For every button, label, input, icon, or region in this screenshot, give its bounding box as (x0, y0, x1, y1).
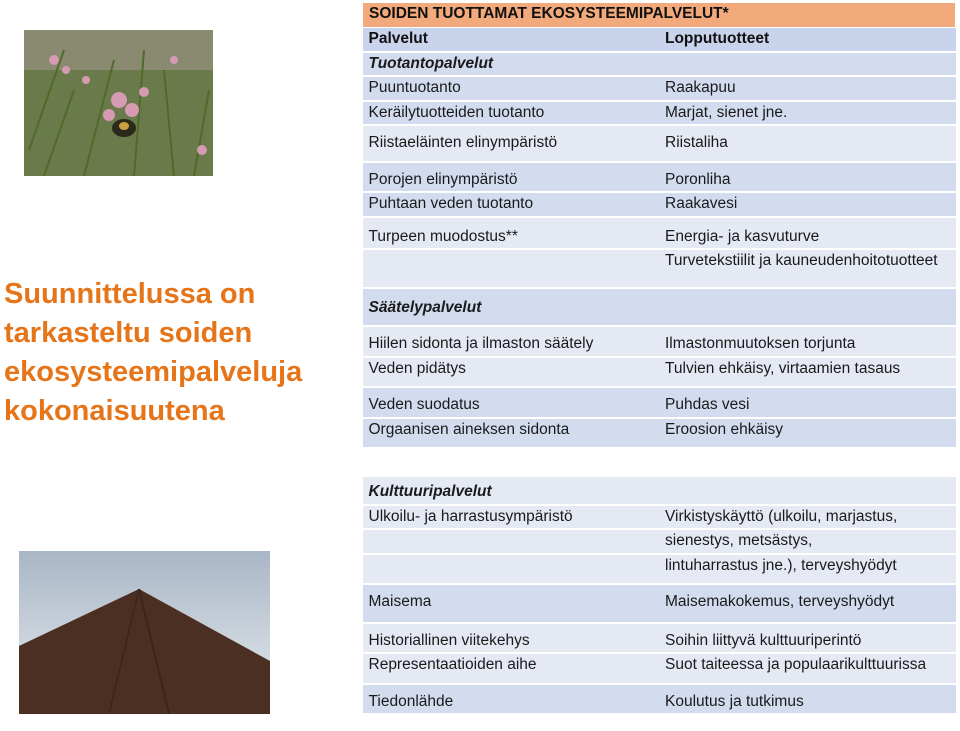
table-cell: lintuharrastus jne.), terveyshyödyt (659, 554, 956, 585)
table-cell: Tulvien ehkäisy, virtaamien tasaus (659, 357, 956, 388)
table-cell: Maisemakokemus, terveyshyödyt (659, 584, 956, 623)
table-cell: Energia- ja kasvuturve (659, 217, 956, 250)
heading-line-4: kokonaisuutena (4, 395, 225, 427)
table-cell: Ilmastonmuutoksen torjunta (659, 326, 956, 357)
table-cell: Virkistyskäyttö (ulkoilu, marjastus, (659, 505, 956, 530)
table-cell (363, 529, 660, 554)
table-cell: Suot taiteessa ja populaarikulttuurissa (659, 653, 956, 684)
planning-heading (4, 275, 354, 431)
table-cell: Tiedonlähde (363, 684, 660, 715)
table-cell (363, 554, 660, 585)
table-cell: Riistaliha (659, 125, 956, 162)
table-cell: Puhdas vesi (659, 387, 956, 418)
peat-pile-photo (19, 551, 270, 714)
heading-line-1: Suunnittelussa on (4, 278, 256, 310)
table-cell: Turpeen muodostus** (363, 217, 660, 250)
table-cell: Keräilytuotteiden tuotanto (363, 101, 660, 126)
column-header-end-products: Lopputuotteet (659, 28, 956, 52)
table-cell: Maisema (363, 584, 660, 623)
ecosystem-services-table (362, 2, 956, 715)
heading-line-3: ekosysteemipalveluja (4, 356, 303, 388)
table-cell: Orgaanisen aineksen sidonta (363, 418, 660, 449)
table-cell: Riistaeläinten elinympäristö (363, 125, 660, 162)
table-title: SOIDEN TUOTTAMAT EKOSYSTEEMIPALVELUT* (363, 3, 956, 28)
table-cell: Raakapuu (659, 76, 956, 101)
table-cell (363, 249, 660, 288)
table-cell: Marjat, sienet jne. (659, 101, 956, 126)
table-cell: sienestys, metsästys, (659, 529, 956, 554)
heading-line-2: tarkasteltu soiden (4, 317, 253, 349)
table-cell: Representaatioiden aihe (363, 653, 660, 684)
heather-flower-photo (24, 30, 213, 176)
table-cell: Poronliha (659, 162, 956, 193)
table-cell: Soihin liittyvä kulttuuriperintö (659, 623, 956, 654)
table-cell: Hiilen sidonta ja ilmaston säätely (363, 326, 660, 357)
category-cultural: Kulttuuripalvelut (363, 477, 956, 505)
table-cell: Puhtaan veden tuotanto (363, 192, 660, 217)
table-cell: Veden suodatus (363, 387, 660, 418)
table-cell: Turvetekstiilit ja kauneudenhoitotuotteet (659, 249, 956, 288)
table-cell: Puuntuotanto (363, 76, 660, 101)
table-cell: Veden pidätys (363, 357, 660, 388)
table-cell: Eroosion ehkäisy (659, 418, 956, 449)
category-regulation: Säätelypalvelut (363, 288, 956, 327)
table-cell: Koulutus ja tutkimus (659, 684, 956, 715)
column-header-services: Palvelut (363, 28, 660, 52)
table-cell: Ulkoilu- ja harrastusympäristö (363, 505, 660, 530)
table-cell: Raakavesi (659, 192, 956, 217)
category-production: Tuotantopalvelut (363, 52, 956, 77)
table-cell: Historiallinen viitekehys (363, 623, 660, 654)
table-cell: Porojen elinympäristö (363, 162, 660, 193)
